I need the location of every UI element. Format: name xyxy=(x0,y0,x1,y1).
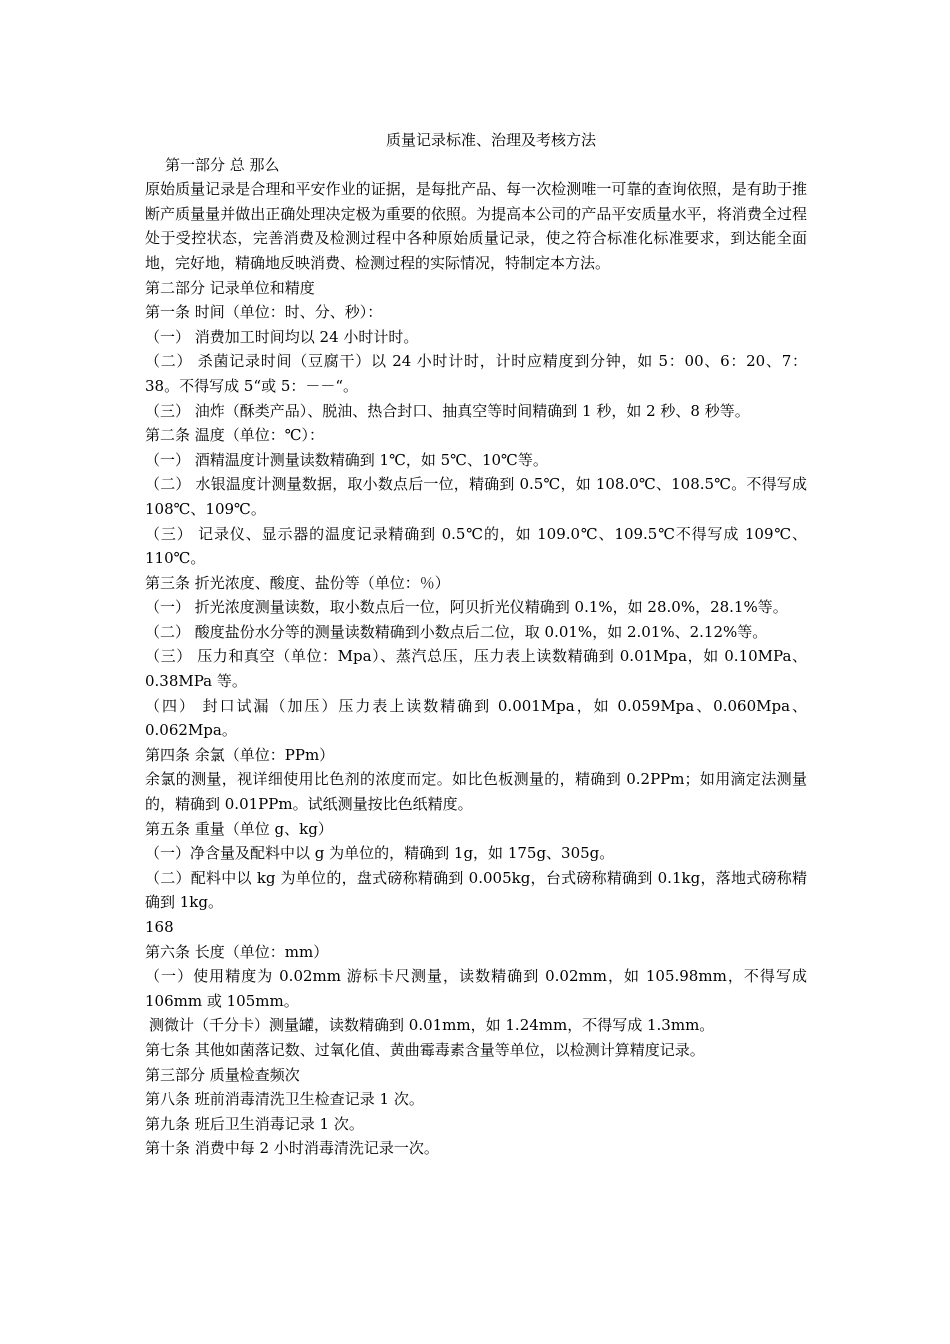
article-6-heading: 第六条 长度（单位：mm） xyxy=(145,942,329,961)
section-heading-3: 第三部分 质量检查频次 xyxy=(145,1065,300,1084)
article-2-item-2: （二） 水银温度计测量数据，取小数点后一位，精确到 0.5℃，如 108.0℃、108.5℃。不得写成 108℃、109℃。 xyxy=(145,475,807,518)
intro-paragraph: 原始质量记录是合理和平安作业的证据，是每批产品、每一次检测唯一可靠的查询依照，是有助于推断产质量量并做出正确处理决定极为重要的依照。为提高本公司的产品平安质量水平，将消费全过程处于受控状态，完善消费及检测过程中各种原始质量记录，使之符合标准化标准要求，到达能全面地，完好地，精确地反映消费、检测过程的实际情况，特制定本方法。 xyxy=(145,180,807,272)
section-heading-1: 第一部分 总 那么 xyxy=(165,155,280,174)
article-3-item-3: （三） 压力和真空（单位：Mpa）、蒸汽总压，压力表上读数精确到 0.01Mpa，如 0.10MPa、0.38MPa 等。 xyxy=(145,647,807,691)
article-6-item-2: 测微计（千分卡）测量罐，读数精确到 0.01mm，如 1.24mm，不得写成 1.3mm。 xyxy=(149,1016,715,1035)
article-3-item-1: （一） 折光浓度测量读数，取小数点后一位，阿贝折光仪精确到 0.1%，如 28.0%，28.1%等。 xyxy=(145,598,788,617)
article-3-item-2: （二） 酸度盐份水分等的测量读数精确到小数点后二位，取 0.01%，如 2.01%、2.12%等。 xyxy=(145,622,768,641)
article-2-item-3: （三） 记录仪、显示器的温度记录精确到 0.5℃的，如 109.0℃、109.5℃不得写成 109℃、110℃。 xyxy=(145,524,807,568)
page-number: 168 xyxy=(145,918,174,936)
article-6-item-1: （一）使用精度为 0.02mm 游标卡尺测量，读数精确到 0.02mm，如 105.98mm，不得写成 106mm 或 105mm。 xyxy=(145,967,807,1010)
article-4-paragraph: 余氯的测量，视详细使用比色剂的浓度而定。如比色板测量的，精确到 0.2PPm；如用滴定法测量的，精确到 0.01PPm。试纸测量按比色纸精度。 xyxy=(145,770,807,814)
article-8-paragraph: 第八条 班前消毒清洗卫生检查记录 1 次。 xyxy=(145,1090,424,1109)
article-1-item-2: （二） 杀菌记录时间（豆腐干）以 24 小时计时，计时应精度到分钟，如 5：00、6：20、7：38。不得写成 5“或 5：－－“。 xyxy=(145,352,807,395)
article-3-heading: 第三条 折光浓度、酸度、盐份等（单位：％） xyxy=(145,573,450,592)
article-1-item-1: （一） 消费加工时间均以 24 小时计时。 xyxy=(145,327,419,346)
article-1-heading: 第一条 时间（单位：时、分、秒）： xyxy=(145,303,383,322)
article-7-paragraph: 第七条 其他如菌落记数、过氧化值、黄曲霉毒素含量等单位，以检测计算精度记录。 xyxy=(145,1040,705,1059)
section-heading-2: 第二部分 记录单位和精度 xyxy=(145,278,315,297)
document-title: 质量记录标准、治理及考核方法 xyxy=(385,131,596,149)
article-10-paragraph: 第十条 消费中每 2 小时消毒清洗记录一次。 xyxy=(145,1139,439,1158)
article-9-paragraph: 第九条 班后卫生消毒记录 1 次。 xyxy=(145,1114,364,1133)
article-4-heading: 第四条 余氯（单位：PPm） xyxy=(145,745,335,764)
article-1-item-3: （三） 油炸（酥类产品）、脱油、热合封口、抽真空等时间精确到 1 秒，如 2 秒、8 秒等。 xyxy=(145,401,750,420)
article-2-item-1: （一） 酒精温度计测量读数精确到 1℃，如 5℃、10℃等。 xyxy=(145,450,548,469)
article-3-item-4: （四） 封口试漏（加压）压力表上读数精确到 0.001Mpa，如 0.059Mpa、0.060Mpa、0.062Mpa。 xyxy=(145,696,807,740)
article-5-item-1: （一）净含量及配料中以 g 为单位的，精确到 1g，如 175g、305g。 xyxy=(145,844,615,863)
article-5-item-2: （二）配料中以 kg 为单位的，盘式磅称精确到 0.005kg，台式磅称精确到 0.1kg，落地式磅称精确到 1kg。 xyxy=(145,868,807,912)
article-5-heading: 第五条 重量（单位 g、kg） xyxy=(145,819,333,838)
article-2-heading: 第二条 温度（单位：℃）： xyxy=(145,426,325,445)
document-body xyxy=(145,128,807,1161)
